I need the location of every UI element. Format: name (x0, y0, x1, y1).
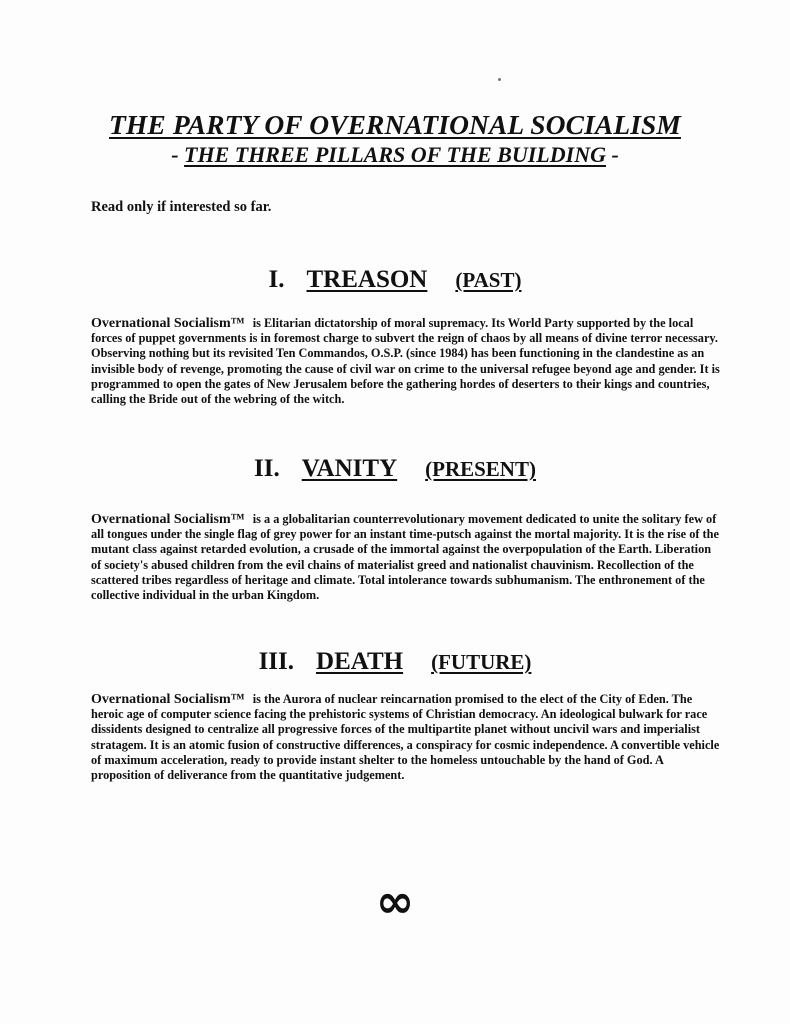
paragraph-lead: Overnational Socialism™ (91, 512, 245, 527)
section-time: (FUTURE) (431, 650, 532, 674)
paragraph-lead: Overnational Socialism™ (91, 316, 245, 331)
section-paragraph-treason (91, 316, 721, 407)
paragraph-body: is a a globalitarian counterrevolutionary movement dedicated to unite the solitary few of all tongues under the single flag of grey power for an instant time-putsch against the mortal majority. It is the rise of the mutant class against retarded evolution, a crusade of the immortal against the overpopulation of the Earth. Liberation of society's abused children from the evil chains of materialist greed and nationalist chauvinism. Recollection of the scattered tribes regardless of heritage and climate. Total intolerance towards subhumanism. The enthronement of the collective individual in the urban Kingdom. (91, 512, 719, 603)
infinity-icon: ∞ (375, 874, 415, 928)
paragraph-lead: Overnational Socialism™ (91, 692, 245, 707)
subtitle-text: THE THREE PILLARS OF THE BUILDING (184, 142, 606, 167)
document-title: THE PARTY OF OVERNATIONAL SOCIALISM (109, 109, 681, 140)
section-heading-treason (0, 266, 790, 294)
section-time: (PRESENT) (425, 457, 536, 481)
section-numeral: I. (268, 266, 285, 293)
section-name: TREASON (306, 266, 428, 293)
subtitle-prefix: - (171, 142, 179, 167)
section-name: DEATH (316, 648, 404, 675)
paragraph-body: is Elitarian dictatorship of moral supremacy. Its World Party supported by the local forces of puppet governments is in foremost charge to subvert the reign of chaos by all means of divine terror necessary. Observing nothing but its revisited Ten Commandos, O.S.P. (since 1984) has been functioning in the clandestine as an invisible body of revenge, promoting the cause of civil war on crime to the universal refugee beyond age and gender. It is programmed to open the gates of New Jerusalem before the gathering hordes of deserters to their kings and countries, calling the Bride out of the webring of the witch. (91, 316, 720, 407)
section-heading-death (0, 648, 790, 676)
subtitle-suffix: - (611, 142, 619, 167)
intro-note: Read only if interested so far. (91, 199, 272, 215)
section-numeral: II. (254, 455, 280, 482)
section-numeral: III. (258, 648, 295, 675)
document-subtitle (0, 142, 790, 168)
section-paragraph-vanity (91, 512, 721, 603)
section-name: VANITY (301, 455, 398, 482)
section-heading-vanity (0, 455, 790, 483)
section-time: (PAST) (455, 268, 522, 292)
section-paragraph-death (91, 692, 721, 783)
scan-speck (498, 78, 501, 81)
paragraph-body: is the Aurora of nuclear reincarnation promised to the elect of the City of Eden. The heroic age of computer science facing the prehistoric systems of Christian democracy. An ideological bulwark for race dissidents designed to centralize all progressive forces of the multipartite planet without uncivil wars and imperialist stratagem. It is an atomic fusion of constructive differences, a conspiracy for cosmic independence. A convertible vehicle of maximum acceleration, ready to provide instant shelter to the homeless untouchable by the hand of God. A proposition of deliverance from the quantitative judgement. (91, 692, 720, 783)
